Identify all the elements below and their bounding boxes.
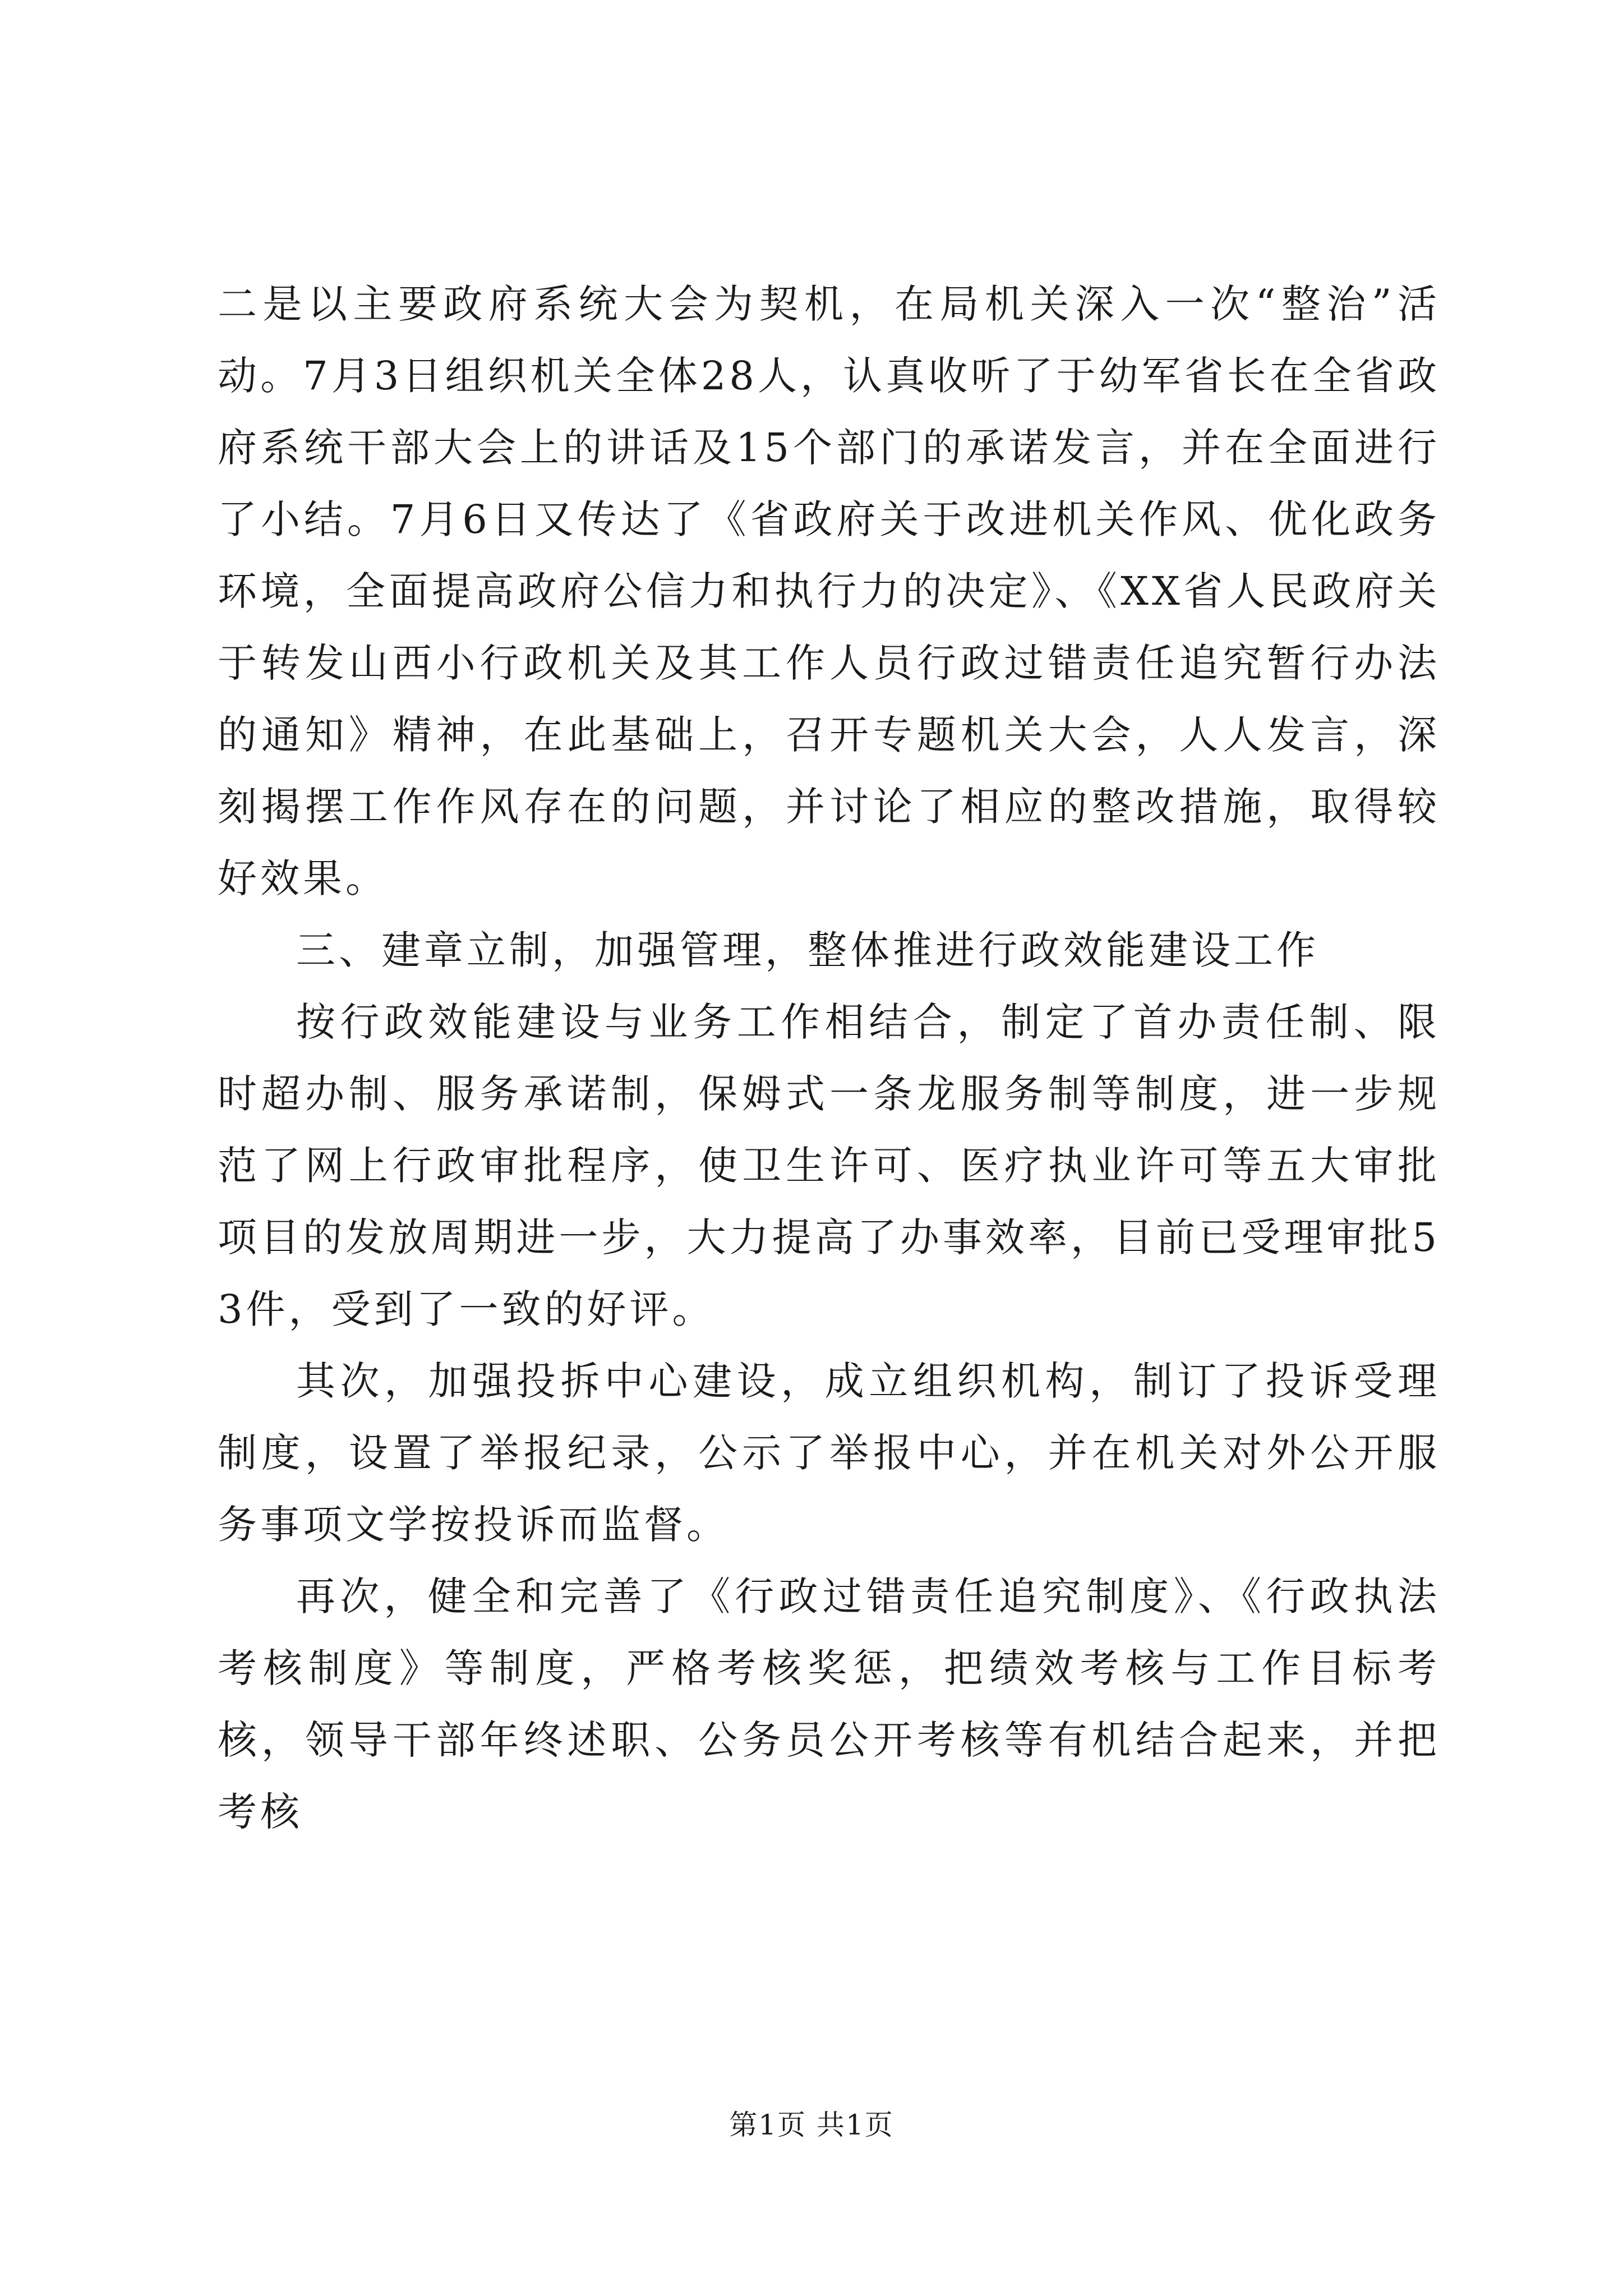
paragraph-rectification-activity: 二是以主要政府系统大会为契机，在局机关深入一次“整治”活动。7月3日组织机关全体28人，认真收听了于幼军省长在全省政府系统干部大会上的讲话及15个部门的承诺发言，并在全面进行了小结。7月6日又传达了《省政府关于改进机关作风、优化政务环境，全面提高政府公信力和执行力的决定》、《XX省人民政府关于转发山西小行政机关及其工作人员行政过错责任追究暂行办法的通知》精神，在此基础上，召开专题机关大会，人人发言，深刻揭摆工作作风存在的问题，并讨论了相应的整改措施，取得较好效果。 (218, 281, 1440, 901)
paragraph-accountability-rules: 再次，健全和完善了《行政过错责任追究制度》、《行政执法考核制度》等制度，严格考核奖惩，把绩效考核与工作目标考核，领导干部年终述职、公务员公开考核等有机结合起来，并把考核 (218, 1573, 1440, 1835)
page-number-footer: 第1页 共1页 (729, 2109, 894, 2141)
paragraph-complaint-center: 其次，加强投拆中心建设，成立组织机构，制订了投诉受理制度，设置了举报纪录，公示了举报中心，并在机关对外公开服务事项文学按投诉而监督。 (218, 1358, 1440, 1548)
section-heading-three: 三、建章立制，加强管理，整体推进行政效能建设工作 (296, 927, 1319, 973)
paragraph-efficiency-system: 按行政效能建设与业务工作相结合，制定了首办责任制、限时超办制、服务承诺制，保姆式一条龙服务制等制度，进一步规范了网上行政审批程序，使卫生许可、医疗执业许可等五大审批项目的发放周期进一步，大力提高了办事效率，目前已受理审批53件，受到了一致的好评。 (218, 999, 1440, 1332)
document-body (218, 268, 1440, 1848)
